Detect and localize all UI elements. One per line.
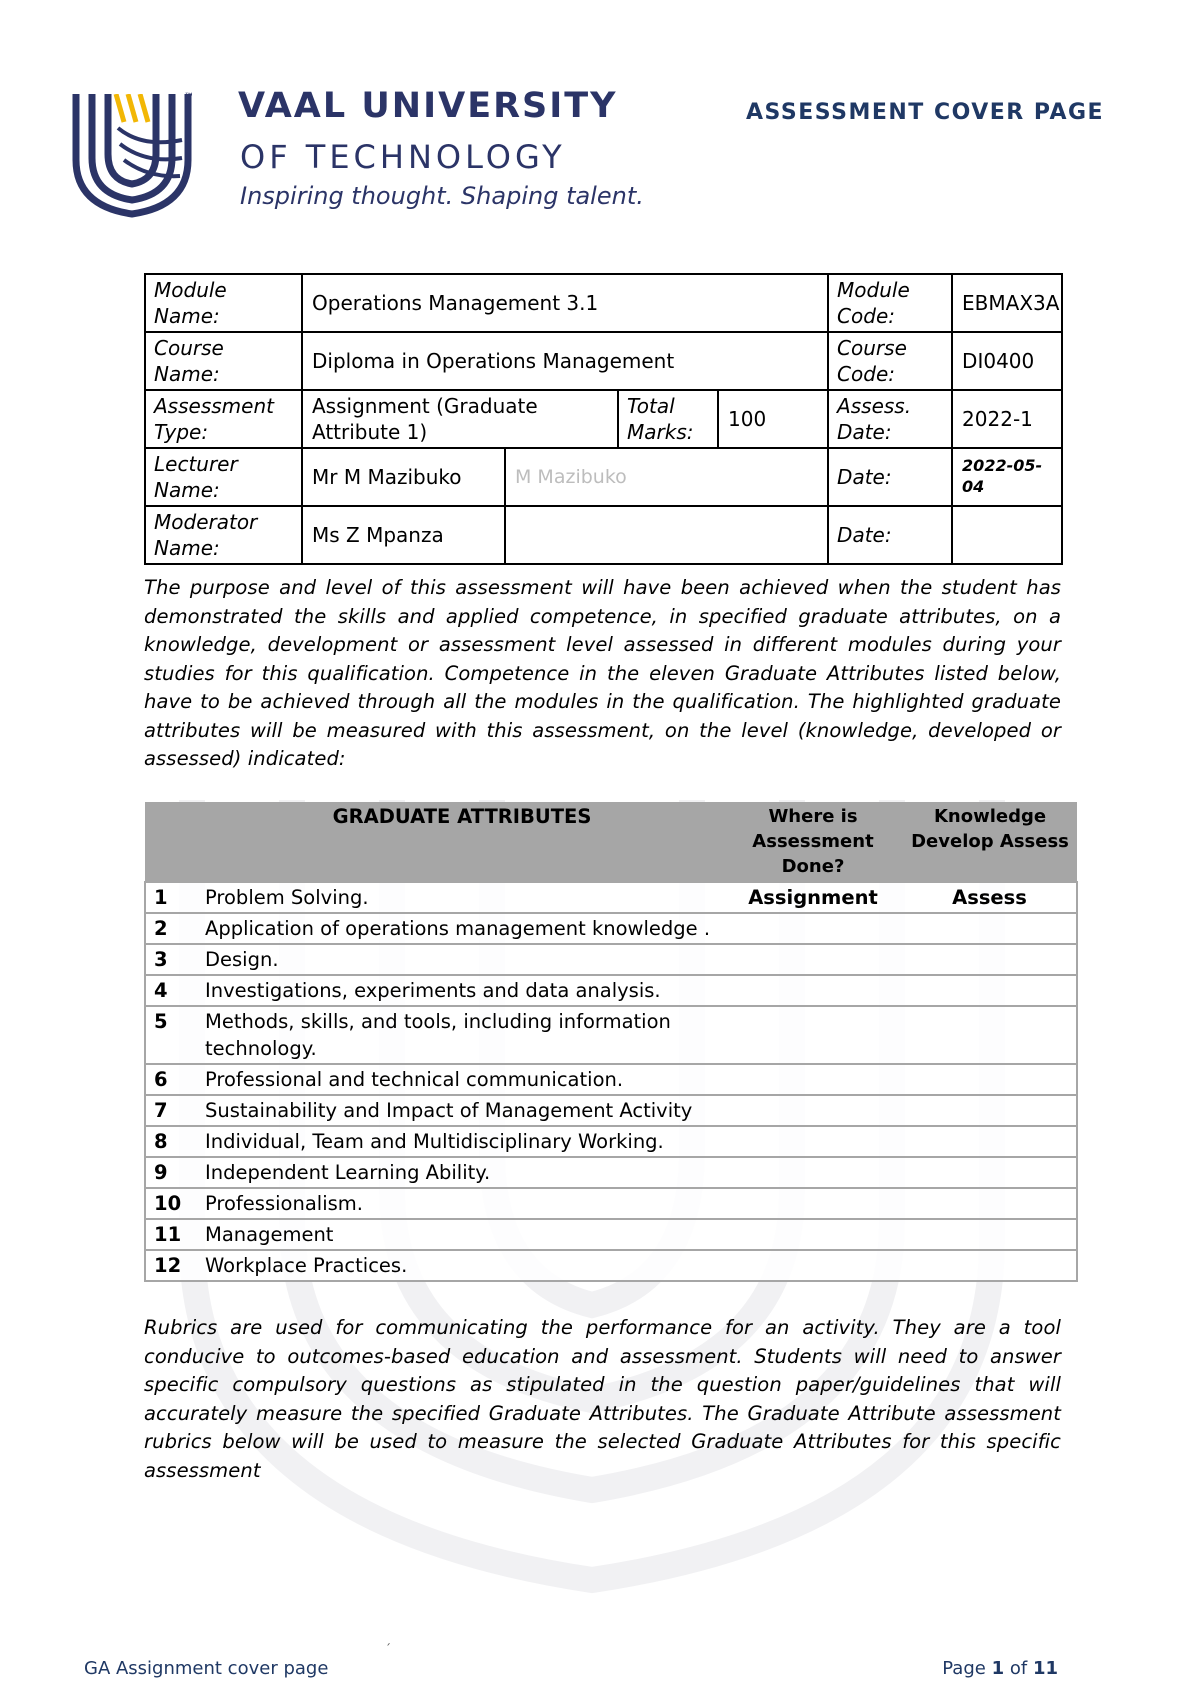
assess-date-label: Assess. Date:: [828, 390, 952, 448]
table-row: [145, 1250, 1077, 1281]
table-row: [145, 1095, 1077, 1126]
brand-subtitle: OF TECHNOLOGY: [240, 138, 566, 176]
attribute-level: [903, 1188, 1077, 1219]
table-row: [145, 1219, 1077, 1250]
table-row: [145, 913, 1077, 944]
attribute-where: [723, 1188, 903, 1219]
attribute-where: [723, 1064, 903, 1095]
graduate-attributes-table: [144, 802, 1078, 1282]
footer-document-title: GA Assignment cover page: [84, 1658, 329, 1679]
module-code-value: EBMAX3A: [952, 274, 1062, 332]
attribute-name: Problem Solving.: [201, 882, 723, 913]
attribute-number: 6: [145, 1064, 201, 1095]
table-row: [145, 944, 1077, 975]
page-current: 1: [991, 1658, 1005, 1679]
attribute-level: [903, 913, 1077, 944]
table-row: [145, 1188, 1077, 1219]
attribute-number: 1: [145, 882, 201, 913]
brand-name: VAAL UNIVERSITY: [238, 86, 618, 126]
attribute-name: Sustainability and Impact of Management Activity: [201, 1095, 723, 1126]
attribute-level: Assess: [903, 882, 1077, 913]
page-total: 11: [1032, 1658, 1058, 1679]
table-row: [145, 448, 1062, 506]
table-row: [145, 1126, 1077, 1157]
attribute-level: [903, 975, 1077, 1006]
attribute-number: 12: [145, 1250, 201, 1281]
attribute-level: [903, 944, 1077, 975]
attribute-name: Methods, skills, and tools, including information technology.: [201, 1006, 723, 1064]
course-name-label: Course Name:: [145, 332, 302, 390]
attribute-where: [723, 1219, 903, 1250]
table-row: [145, 506, 1062, 564]
attribute-level: [903, 1250, 1077, 1281]
lecturer-name-label: Lecturer Name:: [145, 448, 302, 506]
attribute-number: 8: [145, 1126, 201, 1157]
header-graduate-attributes: GRADUATE ATTRIBUTES: [201, 802, 723, 882]
footer-page-number: [942, 1658, 1058, 1679]
attribute-number: 2: [145, 913, 201, 944]
intro-paragraph: The purpose and level of this assessment will have been achieved when the student has demonstrated the skills and applied competence, in specified graduate attributes, on a knowledge, development or assessment level assessed in different modules during your studies for this qualification. Competence in the eleven Graduate Attributes listed below, have to be achieved through all the modules in the qualification. The highlighted graduate attributes will be measured with this assessment, on the level (knowledge, developed or assessed) indicated:: [144, 576, 1061, 770]
attribute-where: [723, 1006, 903, 1064]
attribute-where: [723, 1095, 903, 1126]
moderator-signature: [505, 506, 828, 564]
module-info-table: [144, 273, 1063, 565]
page-of: of: [1009, 1658, 1028, 1679]
attribute-name: Investigations, experiments and data analysis.: [201, 975, 723, 1006]
attribute-number: 7: [145, 1095, 201, 1126]
module-code-label: Module Code:: [828, 274, 952, 332]
moderator-name-label: Moderator Name:: [145, 506, 302, 564]
attribute-where: [723, 944, 903, 975]
attribute-name: Application of operations management knowledge .: [201, 913, 723, 944]
rubrics-paragraph: Rubrics are used for communicating the performance for an activity. They are a tool conducive to outcomes-based education and assessment. Students will need to answer specific compulsory questions as stipulated in the question paper/guidelines that will accurately measure the specified Graduate Attributes. The Graduate Attribute assessment rubrics below will be used to measure the selected Graduate Attributes for this specific assessment: [144, 1316, 1061, 1482]
attribute-name: Management: [201, 1219, 723, 1250]
attribute-where: [723, 1126, 903, 1157]
course-code-label: Course Code:: [828, 332, 952, 390]
attribute-where: [723, 975, 903, 1006]
module-name-label: Module Name:: [145, 274, 302, 332]
total-marks-value: 100: [718, 390, 828, 448]
attribute-level: [903, 1157, 1077, 1188]
attribute-name: Individual, Team and Multidisciplinary Working.: [201, 1126, 723, 1157]
table-row: [145, 882, 1077, 913]
attribute-level: [903, 1006, 1077, 1064]
attribute-number: 11: [145, 1219, 201, 1250]
lecturer-name-value: Mr M Mazibuko: [302, 448, 505, 506]
moderator-date-value: [952, 506, 1062, 564]
moderator-name-value: Ms Z Mpanza: [302, 506, 505, 564]
table-row: [145, 1157, 1077, 1188]
attribute-where: [723, 1250, 903, 1281]
lecturer-date-value: 2022-05-04: [952, 448, 1062, 506]
table-row: [145, 332, 1062, 390]
attribute-number: 10: [145, 1188, 201, 1219]
cover-page-title: ASSESSMENT COVER PAGE: [746, 100, 1105, 125]
lecturer-signature: M Mazibuko: [505, 448, 828, 506]
attribute-number: 5: [145, 1006, 201, 1064]
page-word: Page: [942, 1658, 986, 1679]
course-name-value: Diploma in Operations Management: [302, 332, 828, 390]
attribute-name: Independent Learning Ability.: [201, 1157, 723, 1188]
stray-mark: ˊ: [385, 1642, 391, 1656]
attribute-name: Professionalism.: [201, 1188, 723, 1219]
header-where-assessed: Where is Assessment Done?: [723, 802, 903, 882]
trademark-symbol: ™: [184, 92, 194, 103]
attribute-name: Design.: [201, 944, 723, 975]
university-logo-icon: [62, 88, 202, 224]
moderator-date-label: Date:: [828, 506, 952, 564]
attribute-name: Workplace Practices.: [201, 1250, 723, 1281]
attribute-number: 9: [145, 1157, 201, 1188]
header-level: Knowledge Develop Assess: [903, 802, 1077, 882]
table-row: [145, 274, 1062, 332]
attribute-level: [903, 1064, 1077, 1095]
table-row: [145, 1006, 1077, 1064]
attribute-level: [903, 1126, 1077, 1157]
assessment-type-label: Assessment Type:: [145, 390, 302, 448]
attribute-number: 3: [145, 944, 201, 975]
attribute-level: [903, 1219, 1077, 1250]
assessment-type-value: Assignment (Graduate Attribute 1): [302, 390, 618, 448]
assess-date-value: 2022-1: [952, 390, 1062, 448]
brand-tagline: Inspiring thought. Shaping talent.: [240, 182, 644, 210]
module-name-value: Operations Management 3.1: [302, 274, 828, 332]
attribute-where: [723, 1157, 903, 1188]
table-header-row: [145, 802, 1077, 882]
total-marks-label: Total Marks:: [618, 390, 718, 448]
attribute-name: Professional and technical communication.: [201, 1064, 723, 1095]
attribute-number: 4: [145, 975, 201, 1006]
attribute-where: [723, 913, 903, 944]
table-row: [145, 975, 1077, 1006]
attribute-level: [903, 1095, 1077, 1126]
course-code-value: DI0400: [952, 332, 1062, 390]
attribute-where: Assignment: [723, 882, 903, 913]
table-row: [145, 1064, 1077, 1095]
table-row: [145, 390, 1062, 448]
lecturer-date-label: Date:: [828, 448, 952, 506]
